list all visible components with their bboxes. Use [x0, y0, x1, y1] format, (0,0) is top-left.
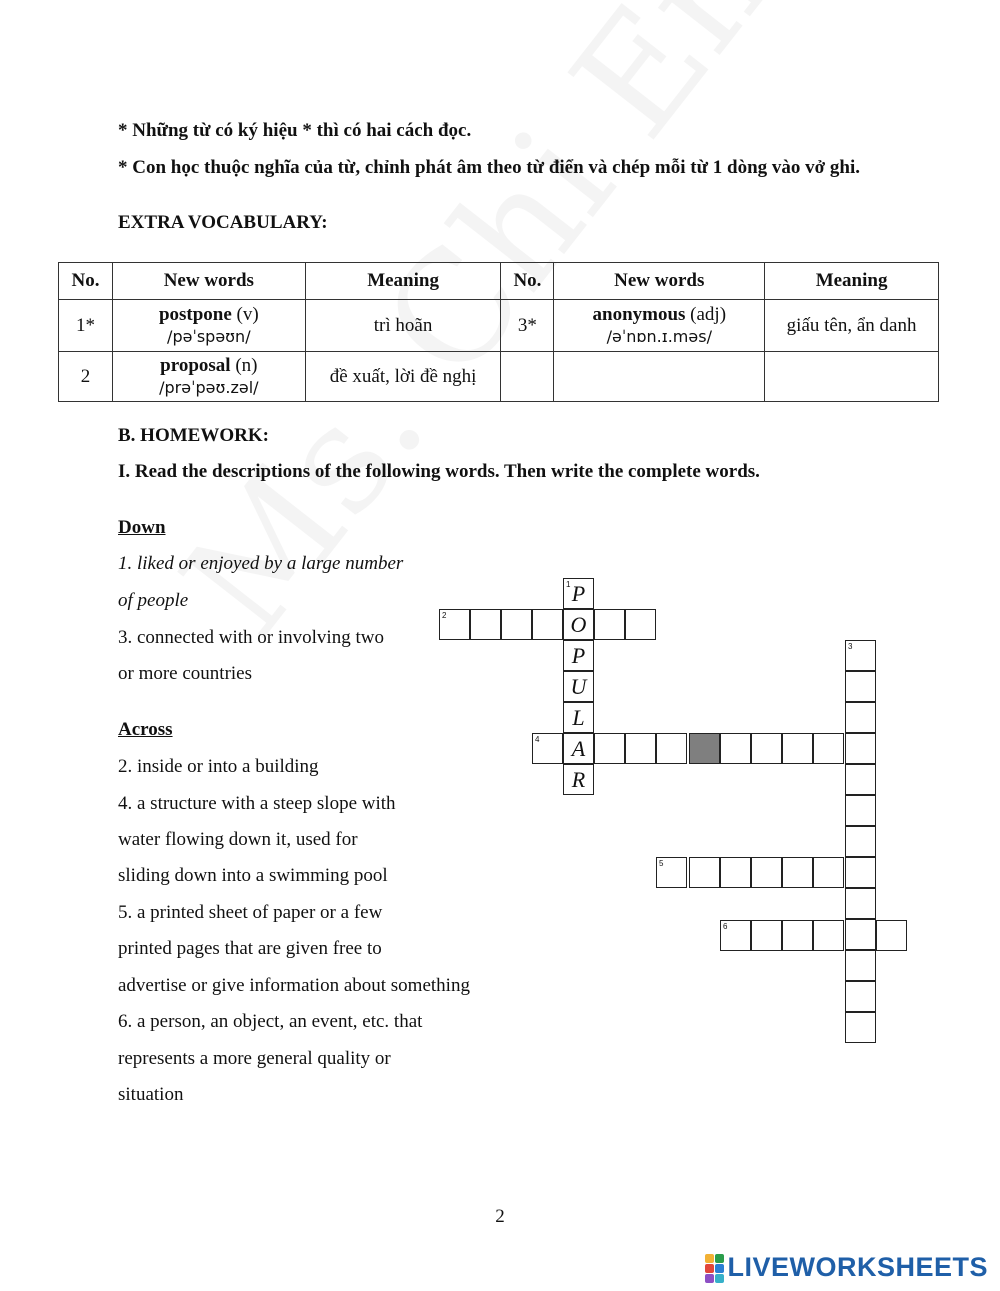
homework-title: B. HOMEWORK: — [118, 425, 269, 446]
cell-no: 1* — [59, 300, 113, 352]
header-new-words: New words — [112, 263, 305, 300]
crossword-cell-1-down[interactable]: O — [563, 609, 594, 640]
pronunciation: /pəˈspəʊn/ — [167, 326, 251, 346]
table-header-row — [59, 263, 939, 300]
crossword-cell-3-down[interactable] — [845, 950, 876, 981]
crossword-cell-6-across[interactable] — [751, 920, 782, 951]
header-meaning: Meaning — [765, 263, 939, 300]
crossword-cell-6-across[interactable] — [782, 920, 813, 951]
clue-number: 5 — [659, 859, 664, 868]
crossword-cell-1-down[interactable]: U — [563, 671, 594, 702]
header-no: No. — [501, 263, 554, 300]
crossword-cell-4-across[interactable] — [782, 733, 813, 764]
down-clue-line: or more countries — [118, 663, 253, 684]
down-clue-line: 3. connected with or involving two — [118, 627, 384, 648]
crossword-cell-4-across[interactable] — [594, 733, 625, 764]
cell-no: 2 — [59, 352, 113, 402]
crossword-cell-6-across[interactable] — [720, 920, 751, 951]
part-of-speech: (n) — [235, 354, 258, 376]
crossword-cell-6-across[interactable] — [876, 920, 907, 951]
crossword-cell-1-down[interactable]: A — [563, 733, 594, 764]
table-row — [59, 300, 939, 352]
crossword-cell-2-across[interactable] — [532, 609, 563, 640]
crossword-cell-2-across[interactable] — [470, 609, 501, 640]
note-line-1: * Những từ có ký hiệu * thì có hai cách đọc. — [118, 120, 472, 141]
crossword-cell-3-down[interactable] — [845, 981, 876, 1012]
word: proposal — [160, 354, 231, 376]
crossword-cell-4-across[interactable] — [720, 733, 751, 764]
crossword-cell-3-down[interactable] — [845, 919, 876, 950]
part-of-speech: (adj) — [690, 303, 727, 325]
down-label: Down — [118, 517, 166, 538]
crossword-cell-4-across[interactable] — [813, 733, 844, 764]
clue-number: 6 — [723, 922, 728, 931]
crossword-cell-5-across[interactable] — [782, 857, 813, 888]
crossword-cell-4-across[interactable] — [751, 733, 782, 764]
across-clue-line: advertise or give information about something — [118, 975, 470, 996]
crossword-cell-3-down[interactable] — [845, 702, 876, 733]
crossword-cell-3-down[interactable] — [845, 764, 876, 795]
across-clue-line: sliding down into a swimming pool — [118, 865, 388, 886]
crossword-cell-1-down[interactable]: R — [563, 764, 594, 795]
across-clue-line: 5. a printed sheet of paper or a few — [118, 902, 383, 923]
homework-instruction: I. Read the descriptions of the following words. Then write the complete words. — [118, 461, 760, 482]
across-clue-line: water flowing down it, used for — [118, 829, 358, 850]
crossword-cell-3-down[interactable] — [845, 826, 876, 857]
header-meaning: Meaning — [305, 263, 501, 300]
crossword-cell-1-down[interactable]: L — [563, 702, 594, 733]
vocabulary-table — [58, 262, 939, 402]
clue-number: 3 — [848, 642, 853, 651]
crossword-cell-3-down[interactable] — [845, 671, 876, 702]
crossword-cell-6-across[interactable] — [813, 920, 844, 951]
across-label: Across — [118, 719, 173, 740]
pronunciation: /prəˈpəʊ.zəl/ — [159, 377, 259, 397]
cell-word — [554, 352, 765, 402]
liveworksheets-logo — [705, 1252, 988, 1283]
cell-meaning: giấu tên, ẩn danh — [765, 300, 939, 352]
across-clue-line: 4. a structure with a steep slope with — [118, 793, 396, 814]
crossword-cell-5-across[interactable] — [813, 857, 844, 888]
note-line-2: * Con học thuộc nghĩa của từ, chỉnh phát âm theo từ điển và chép mỗi từ 1 dòng vào vở ghi. — [118, 157, 861, 178]
across-clue-line: 2. inside or into a building — [118, 756, 319, 777]
extra-vocabulary-title: EXTRA VOCABULARY: — [118, 212, 328, 233]
crossword-cell-5-across[interactable] — [720, 857, 751, 888]
cell-meaning: đề xuất, lời đề nghị — [305, 352, 501, 402]
cell-no — [501, 352, 554, 402]
crossword-cell-4-across[interactable] — [532, 733, 563, 764]
across-clue-line: situation — [118, 1084, 184, 1105]
header-new-words: New words — [554, 263, 765, 300]
crossword-cell-3-down[interactable] — [845, 795, 876, 826]
page-number: 2 — [495, 1206, 505, 1227]
crossword-cell-2-across[interactable] — [594, 609, 625, 640]
crossword-cell-5-across[interactable] — [656, 857, 687, 888]
word: postpone — [158, 303, 232, 325]
liveworksheets-mark-icon — [705, 1254, 723, 1282]
clue-number: 2 — [442, 611, 447, 620]
table-row — [59, 352, 939, 402]
across-clue-line: printed pages that are given free to — [118, 938, 382, 959]
cell-meaning — [765, 352, 939, 402]
crossword-cell-3-down[interactable] — [845, 733, 876, 764]
header-no: No. — [59, 263, 113, 300]
down-clue-line: 1. liked or enjoyed by a large number — [118, 553, 404, 574]
cell-word — [112, 300, 305, 352]
across-clue-line: 6. a person, an object, an event, etc. that — [118, 1011, 423, 1032]
clue-number: 4 — [535, 735, 540, 744]
crossword-cell-3-down[interactable] — [845, 888, 876, 919]
crossword-cell-5-across[interactable] — [751, 857, 782, 888]
crossword-cell-3-down[interactable] — [845, 1012, 876, 1043]
crossword-cell-4-across[interactable] — [656, 733, 687, 764]
crossword-cell-2-across[interactable] — [501, 609, 532, 640]
crossword-cell-1-down[interactable]: P — [563, 640, 594, 671]
down-clue-line: of people — [118, 590, 189, 611]
brand-name: LIVEWORKSHEETS — [727, 1252, 988, 1282]
pronunciation: /əˈnɒn.ɪ.məs/ — [606, 326, 712, 346]
crossword-cell-3-down[interactable] — [845, 857, 876, 888]
across-clue-line: represents a more general quality or — [118, 1048, 391, 1069]
crossword-blocked-cell — [689, 733, 720, 764]
word: anonymous — [592, 303, 686, 325]
clue-number: 1 — [566, 580, 571, 589]
crossword-cell-4-across[interactable] — [625, 733, 656, 764]
cell-word — [554, 300, 765, 352]
cell-word — [112, 352, 305, 402]
crossword-cell-1-down[interactable]: P 1 — [563, 578, 594, 609]
crossword-cell-5-across[interactable] — [689, 857, 720, 888]
part-of-speech: (v) — [236, 303, 259, 325]
cell-meaning: trì hoãn — [305, 300, 501, 352]
cell-no: 3* — [501, 300, 554, 352]
crossword-cell-2-across[interactable] — [439, 609, 470, 640]
crossword-cell-2-across[interactable] — [625, 609, 656, 640]
crossword-cell-3-down[interactable] — [845, 640, 876, 671]
